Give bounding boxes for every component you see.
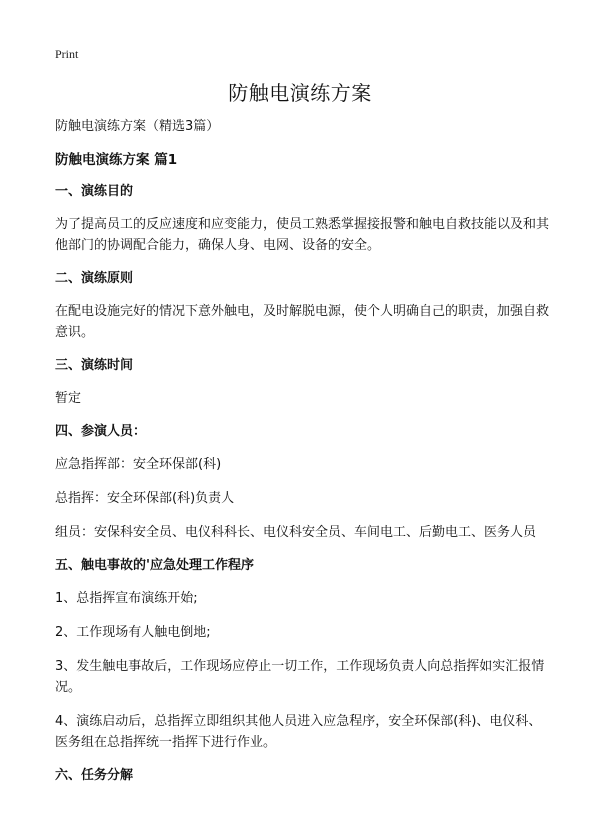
paragraph-command: 应急指挥部：安全环保部(科) xyxy=(55,457,222,472)
paragraph-commander: 总指挥：安全环保部(科)负责人 xyxy=(55,491,235,506)
paragraph-purpose: 为了提高员工的反应速度和应变能力，使员工熟悉掌握接报警和触电自救技能以及和其他部门的协调配合能力，确保人身、电网、设备的安全。 xyxy=(55,217,550,253)
paragraph-principle: 在配电设施完好的情况下意外触电，及时解脱电源，使个人明确自己的职责，加强自救意识。 xyxy=(55,304,550,340)
procedure-step-2: 2、工作现场有人触电倒地; xyxy=(55,625,211,640)
section-heading-principle: 二、演练原则 xyxy=(55,271,134,286)
procedure-step-3: 3、发生触电事故后，工作现场应停止一切工作，工作现场负责人向总指挥如实汇报情况。 xyxy=(55,659,545,695)
document-title: 防触电演练方案 xyxy=(228,81,372,105)
section-heading-tasks: 六、任务分解 xyxy=(55,768,134,783)
procedure-step-4: 4、演练启动后，总指挥立即组织其他人员进入应急程序，安全环保部(科)、电仪科、医务组在总指挥统一指挥下进行作业。 xyxy=(55,714,542,750)
section-heading-purpose: 一、演练目的 xyxy=(55,184,134,199)
document-subtitle: 防触电演练方案（精选3篇） xyxy=(55,119,220,134)
paragraph-members: 组员：安保科安全员、电仪科科长、电仪科安全员、车间电工、后勤电工、医务人员 xyxy=(55,525,537,540)
document-body xyxy=(55,117,550,798)
print-link[interactable]: Print xyxy=(55,47,79,61)
section-heading-procedure: 五、触电事故的'应急处理工作程序 xyxy=(55,558,254,573)
paragraph-time: 暂定 xyxy=(55,391,82,406)
procedure-step-1: 1、总指挥宣布演练开始; xyxy=(55,591,198,606)
section-title: 防触电演练方案 篇1 xyxy=(55,152,178,168)
section-heading-time: 三、演练时间 xyxy=(55,358,134,373)
section-heading-participants: 四、参演人员： xyxy=(55,424,147,439)
